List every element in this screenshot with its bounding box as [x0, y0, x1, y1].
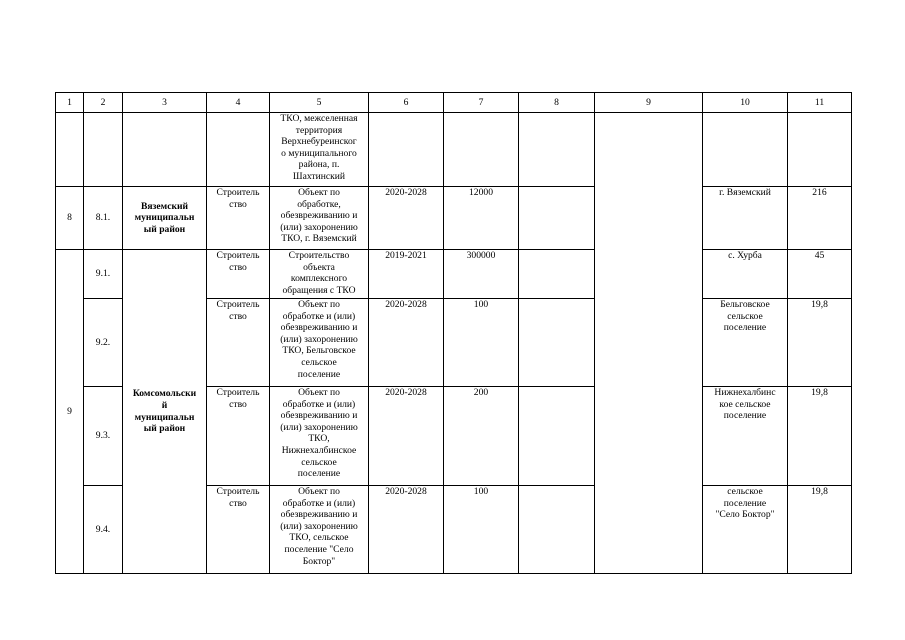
value-cell: 19,8: [788, 299, 852, 387]
period-cell: 2020-2028: [369, 486, 444, 574]
table-cell: [444, 113, 519, 187]
location-cell: с. Хурба: [703, 250, 788, 299]
value-cell: 19,8: [788, 387, 852, 486]
activity-cell: Строитель ство: [207, 299, 270, 387]
value-cell: 19,8: [788, 486, 852, 574]
district-cell: Комсомольски й муниципальн ый район: [123, 250, 207, 574]
table-cell: [369, 113, 444, 187]
capacity-cell: 12000: [444, 187, 519, 250]
table-cell: [56, 113, 84, 187]
object-cell: ТКО, межселенная территория Верхнебуреинског о муниципального района, п. Шахтинский: [270, 113, 369, 187]
table-cell: [84, 113, 123, 187]
object-cell: Строительство объекта комплексного обращения с ТКО: [270, 250, 369, 299]
table-cell: [519, 486, 595, 574]
object-cell: Объект по обработке и (или) обезвреживанию и (или) захоронению ТКО, Бельговское сельское поселение: [270, 299, 369, 387]
capacity-cell: 300000: [444, 250, 519, 299]
header-cell: 11: [788, 93, 852, 113]
table-row: [56, 250, 852, 299]
table-cell: [123, 113, 207, 187]
value-cell: 216: [788, 187, 852, 250]
value-cell: 45: [788, 250, 852, 299]
header-cell: 4: [207, 93, 270, 113]
item-number-cell: 9.4.: [84, 486, 123, 574]
activity-cell: Строитель ство: [207, 250, 270, 299]
header-cell: 8: [519, 93, 595, 113]
header-cell: 5: [270, 93, 369, 113]
activity-cell: Строитель ство: [207, 486, 270, 574]
capacity-cell: 100: [444, 299, 519, 387]
row-number-cell: 8: [56, 187, 84, 250]
header-cell: 10: [703, 93, 788, 113]
object-cell: Объект по обработке, обезвреживанию и (или) захоронению ТКО, г. Вяземский: [270, 187, 369, 250]
location-cell: Бельговское сельское поселение: [703, 299, 788, 387]
capacity-cell: 100: [444, 486, 519, 574]
item-number-cell: 9.2.: [84, 299, 123, 387]
object-cell: Объект по обработке и (или) обезвреживанию и (или) захоронению ТКО, сельское поселение "Село Боктор": [270, 486, 369, 574]
item-number-cell: 8.1.: [84, 187, 123, 250]
column-9-cell: [595, 113, 703, 574]
table-cell: [519, 250, 595, 299]
table-cell: [703, 113, 788, 187]
item-number-cell: 9.3.: [84, 387, 123, 486]
table-cell: [788, 113, 852, 187]
header-cell: 1: [56, 93, 84, 113]
table-cell: [519, 187, 595, 250]
item-number-cell: 9.1.: [84, 250, 123, 299]
table-cell: [207, 113, 270, 187]
location-cell: сельское поселение "Село Боктор": [703, 486, 788, 574]
activity-cell: Строитель ство: [207, 187, 270, 250]
table-cell: [519, 113, 595, 187]
table-row: [56, 113, 852, 187]
table-cell: [519, 299, 595, 387]
period-cell: 2020-2028: [369, 187, 444, 250]
facilities-table: [55, 92, 852, 574]
capacity-cell: 200: [444, 387, 519, 486]
header-cell: 9: [595, 93, 703, 113]
district-cell: Вяземский муниципальн ый район: [123, 187, 207, 250]
period-cell: 2020-2028: [369, 387, 444, 486]
location-cell: г. Вяземский: [703, 187, 788, 250]
period-cell: 2019-2021: [369, 250, 444, 299]
location-cell: Нижнехалбинс кое сельское поселение: [703, 387, 788, 486]
table-row: [56, 187, 852, 250]
header-cell: 3: [123, 93, 207, 113]
activity-cell: Строитель ство: [207, 387, 270, 486]
header-cell: 2: [84, 93, 123, 113]
period-cell: 2020-2028: [369, 299, 444, 387]
object-cell: Объект по обработке и (или) обезвреживанию и (или) захоронению ТКО, Нижнехалбинское сельское поселение: [270, 387, 369, 486]
header-cell: 7: [444, 93, 519, 113]
table-cell: [519, 387, 595, 486]
row-number-cell: 9: [56, 250, 84, 574]
header-cell: 6: [369, 93, 444, 113]
column-number-row: [56, 93, 852, 113]
